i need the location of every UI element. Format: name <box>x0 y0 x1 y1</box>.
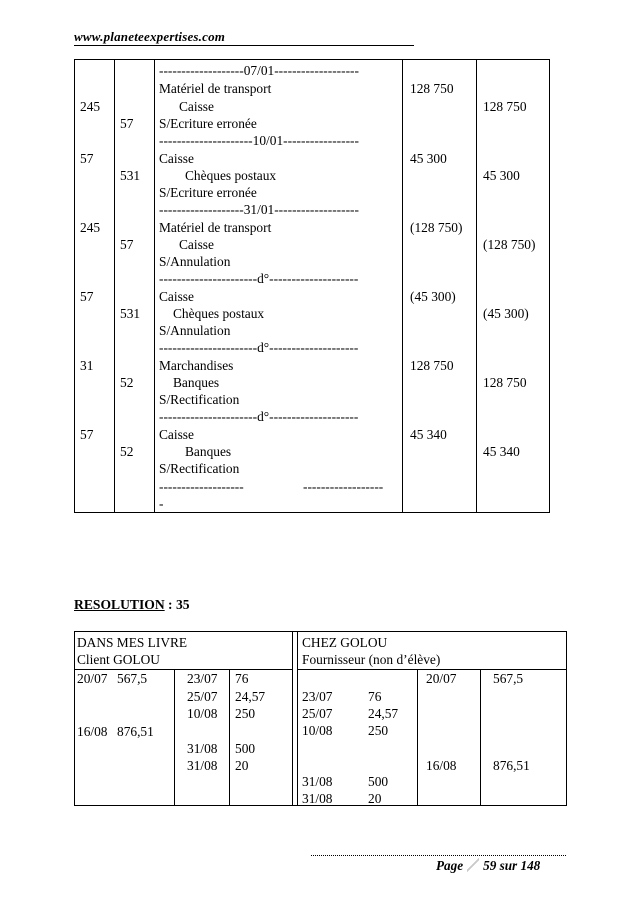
journal-table <box>74 59 550 513</box>
ledger-left-debit-amount: 876,51 <box>117 724 154 739</box>
journal-debit-account: 245 <box>80 220 101 235</box>
journal-debit-amount: 128 750 <box>410 358 454 373</box>
journal-col-divider <box>154 60 155 512</box>
ledger-left-credit-date: 31/08 <box>187 758 218 773</box>
footer-rule <box>311 855 566 856</box>
journal-credit-account: 57 <box>120 116 134 131</box>
page-separator-icon <box>467 858 479 872</box>
resolution-number: : 35 <box>164 597 190 612</box>
ledger-right-debit-amount: 500 <box>368 774 389 789</box>
journal-closing-line-left: ------------------- <box>159 479 244 494</box>
ledger-table <box>74 631 567 806</box>
journal-debit-account: 245 <box>80 99 101 114</box>
ledger-left-credit-amount: 24,57 <box>235 689 266 704</box>
journal-debit-account: 31 <box>80 358 94 373</box>
ledger-right-debit-amount: 24,57 <box>368 706 399 721</box>
ledger-col-divider <box>229 669 230 805</box>
ledger-left-debit-date: 20/07 <box>77 671 108 686</box>
journal-closing-line-right: ------------------ <box>303 479 384 494</box>
journal-debit-label: Matériel de transport <box>159 220 272 235</box>
ledger-col-divider <box>417 669 418 805</box>
ledger-left-credit-date: 23/07 <box>187 671 218 686</box>
ledger-right-debit-date: 31/08 <box>302 791 333 806</box>
ledger-col-divider <box>174 669 175 805</box>
journal-date-line: -------------------31/01------------------- <box>159 202 359 217</box>
ledger-col-divider <box>480 669 481 805</box>
journal-credit-amount: 45 300 <box>483 168 520 183</box>
journal-note: S/Ecriture erronée <box>159 185 257 200</box>
journal-date-line: ----------------------d°-------------------- <box>159 340 359 355</box>
journal-debit-label: Caisse <box>159 151 194 166</box>
ledger-left-credit-amount: 76 <box>235 671 249 686</box>
header-url: www.planeteexpertises.com <box>74 29 226 44</box>
journal-credit-amount: 128 750 <box>483 99 527 114</box>
ledger-left-subtitle: Client GOLOU <box>77 652 160 667</box>
ledger-header-rule-left <box>75 669 292 670</box>
ledger-divider <box>297 632 298 805</box>
journal-credit-account: 531 <box>120 168 141 183</box>
journal-credit-amount: 45 340 <box>483 444 520 459</box>
journal-note: S/Ecriture erronée <box>159 116 257 131</box>
resolution-heading <box>74 597 190 613</box>
journal-debit-amount: (128 750) <box>410 220 463 235</box>
journal-date-line: ----------------------d°-------------------- <box>159 409 359 424</box>
journal-closing-line-end: - <box>159 496 164 511</box>
journal-credit-account: 57 <box>120 237 134 252</box>
journal-debit-label: Caisse <box>159 289 194 304</box>
journal-note: S/Annulation <box>159 323 231 338</box>
journal-debit-amount: 128 750 <box>410 81 454 96</box>
journal-note: S/Rectification <box>159 392 240 407</box>
journal-credit-account: 531 <box>120 306 141 321</box>
ledger-left-credit-amount: 250 <box>235 706 256 721</box>
ledger-left-credit-date: 25/07 <box>187 689 218 704</box>
page-word: Page <box>436 858 464 873</box>
ledger-right-debit-date: 31/08 <box>302 774 333 789</box>
journal-credit-label: Caisse <box>179 99 214 114</box>
journal-credit-label: Caisse <box>179 237 214 252</box>
ledger-left-title: DANS MES LIVRE <box>77 635 188 650</box>
journal-credit-label: Chèques postaux <box>173 306 265 321</box>
ledger-right-subtitle: Fournisseur (non d’élève) <box>302 652 441 667</box>
journal-debit-amount: 45 300 <box>410 151 447 166</box>
ledger-left-credit-date: 10/08 <box>187 706 218 721</box>
journal-credit-account: 52 <box>120 375 134 390</box>
ledger-left-debit-date: 16/08 <box>77 724 108 739</box>
journal-debit-label: Matériel de transport <box>159 81 272 96</box>
journal-date-line: ----------------------d°-------------------- <box>159 271 359 286</box>
journal-debit-account: 57 <box>80 289 94 304</box>
journal-debit-label: Caisse <box>159 427 194 442</box>
page-info: 59 sur 148 <box>483 858 541 873</box>
ledger-left-credit-date: 31/08 <box>187 741 218 756</box>
ledger-right-title: CHEZ GOLOU <box>302 635 388 650</box>
ledger-divider <box>292 632 293 805</box>
page-number <box>436 858 540 874</box>
ledger-right-credit-amount: 876,51 <box>493 758 530 773</box>
ledger-right-credit-date: 20/07 <box>426 671 457 686</box>
journal-debit-account: 57 <box>80 151 94 166</box>
ledger-left-credit-amount: 500 <box>235 741 256 756</box>
ledger-right-debit-date: 10/08 <box>302 723 333 738</box>
journal-debit-label: Marchandises <box>159 358 234 373</box>
journal-note: S/Annulation <box>159 254 231 269</box>
ledger-right-debit-date: 23/07 <box>302 689 333 704</box>
journal-credit-amount: (45 300) <box>483 306 529 321</box>
journal-col-divider <box>114 60 115 512</box>
journal-debit-amount: 45 340 <box>410 427 447 442</box>
journal-credit-label: Banques <box>173 375 220 390</box>
journal-credit-label: Banques <box>185 444 232 459</box>
journal-debit-account: 57 <box>80 427 94 442</box>
journal-debit-amount: (45 300) <box>410 289 456 304</box>
ledger-left-credit-amount: 20 <box>235 758 249 773</box>
journal-col-divider <box>402 60 403 512</box>
journal-date-line: ---------------------10/01----------------- <box>159 133 359 148</box>
ledger-right-credit-amount: 567,5 <box>493 671 524 686</box>
journal-note: S/Rectification <box>159 461 240 476</box>
journal-credit-amount: (128 750) <box>483 237 536 252</box>
ledger-right-debit-amount: 250 <box>368 723 389 738</box>
ledger-right-credit-date: 16/08 <box>426 758 457 773</box>
ledger-right-debit-date: 25/07 <box>302 706 333 721</box>
journal-credit-label: Chèques postaux <box>185 168 277 183</box>
journal-credit-account: 52 <box>120 444 134 459</box>
journal-date-line: -------------------07/01------------------- <box>159 63 359 78</box>
ledger-right-debit-amount: 20 <box>368 791 382 806</box>
ledger-right-debit-amount: 76 <box>368 689 382 704</box>
journal-credit-amount: 128 750 <box>483 375 527 390</box>
ledger-left-debit-amount: 567,5 <box>117 671 148 686</box>
resolution-label: RESOLUTION <box>74 597 165 612</box>
header-rule <box>74 45 414 46</box>
journal-col-divider <box>476 60 477 512</box>
